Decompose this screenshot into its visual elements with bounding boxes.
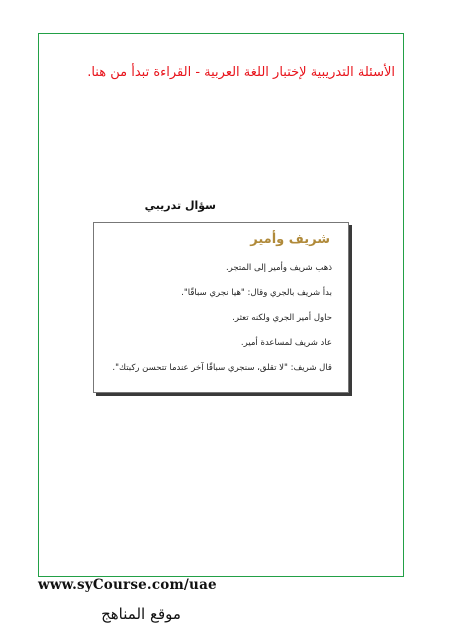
story-line: بدأ شريف بالجري وقال: "هيا نجري سباقًا".: [181, 288, 332, 298]
story-line: ذهب شريف وأمير إلى المتجر.: [225, 263, 332, 273]
story-title: شريف وأمير: [250, 232, 330, 247]
story-lines: [102, 263, 332, 388]
story-box: [93, 222, 349, 393]
story-line: حاول أمير الجري ولكنه تعثر.: [232, 313, 332, 323]
question-label: سؤال تدريبي: [144, 199, 216, 212]
story-line: عاد شريف لمساعدة أمير.: [240, 338, 332, 348]
story-line: قال شريف: "لا تقلق، سنجري سباقًا آخر عندما تتحسن ركبتك".: [112, 363, 332, 373]
page-heading: الأسئلة التدريبية لإختبار اللغة العربية - القراءة تبدأ من هنا.: [87, 65, 395, 80]
footer-url-link[interactable]: www.syCourse.com/uae: [38, 577, 217, 593]
footer-site-name: موقع المناهج: [101, 605, 181, 623]
